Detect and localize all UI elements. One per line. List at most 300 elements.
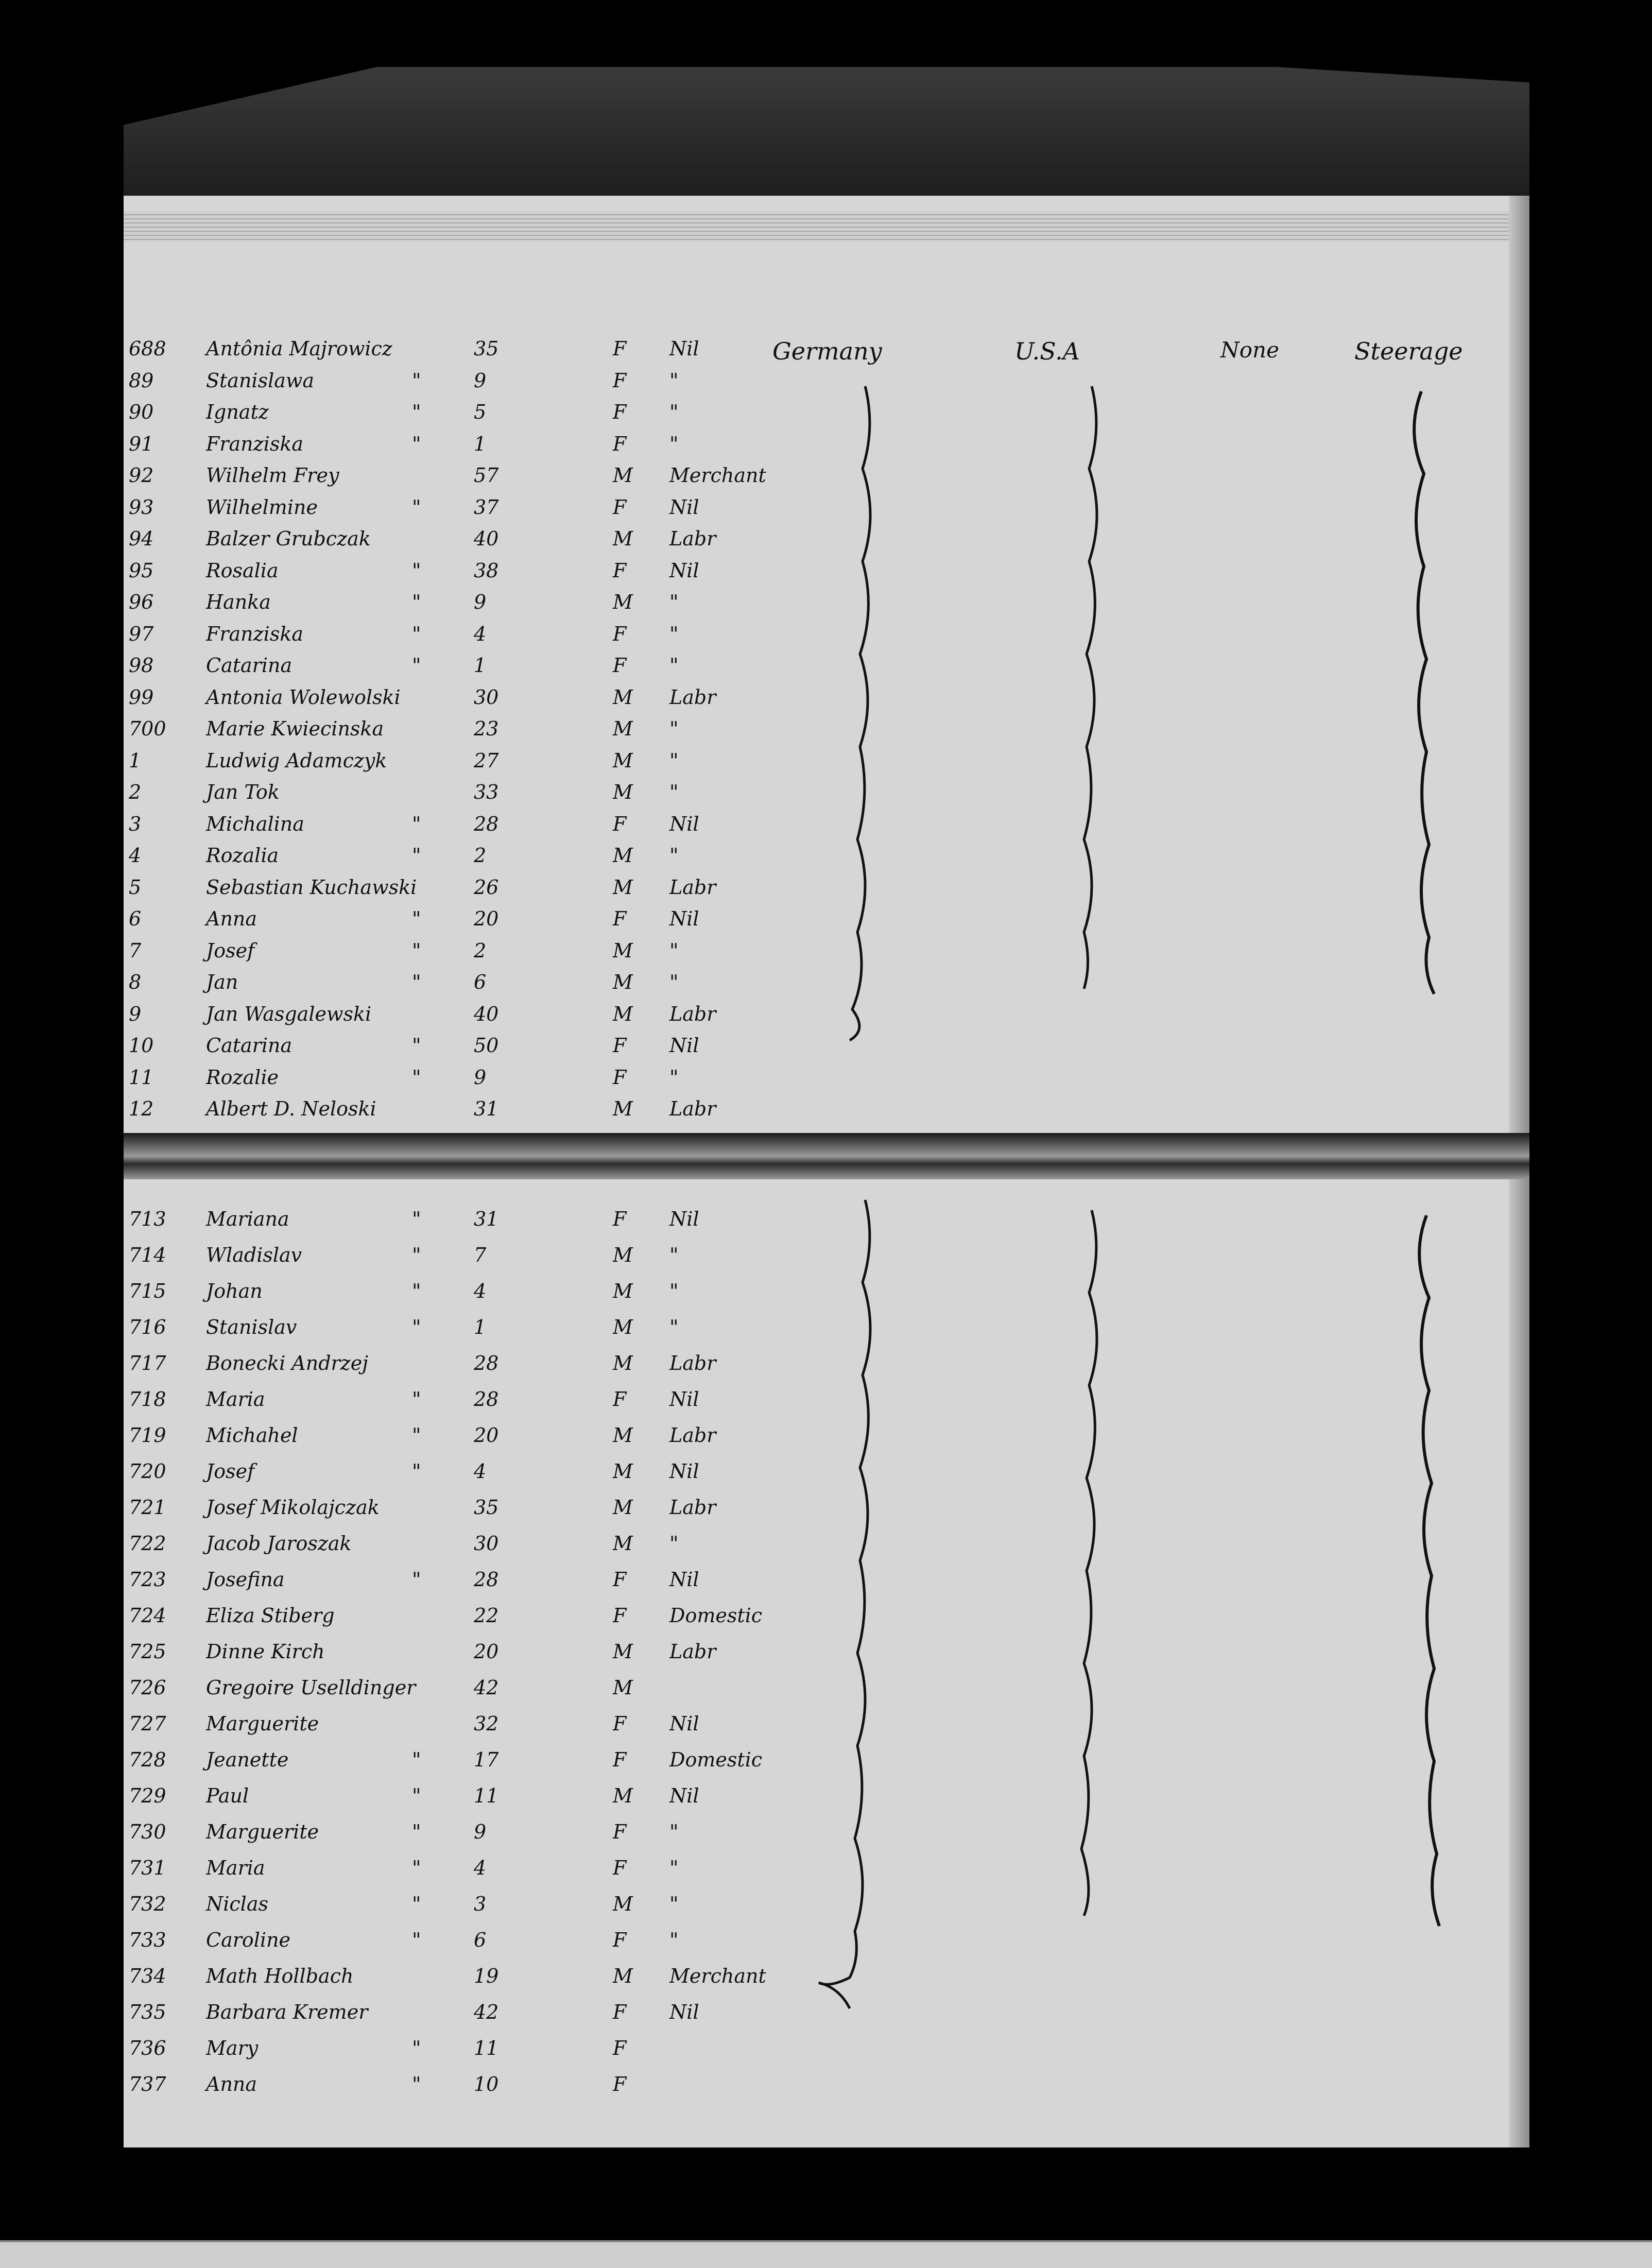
entry-number: 722	[129, 1532, 166, 1555]
manifest-row	[124, 1003, 1529, 1035]
entry-number: 700	[129, 717, 166, 740]
passenger-name: Catarina	[206, 654, 292, 677]
passenger-occupation: "	[669, 1244, 679, 1266]
manifest-row	[124, 2073, 1529, 2105]
entry-number: 718	[129, 1388, 166, 1411]
passenger-age: 20	[474, 907, 499, 930]
passenger-occupation: Labr	[669, 527, 716, 550]
passenger-age: 31	[474, 1208, 499, 1230]
manifest-row	[124, 1604, 1529, 1636]
entry-number: 730	[129, 1820, 166, 1843]
entry-number: 728	[129, 1748, 166, 1771]
passenger-age: 23	[474, 717, 499, 740]
entry-number: 1	[129, 749, 142, 772]
passenger-sex: F	[613, 2037, 627, 2059]
entry-number: 90	[129, 401, 154, 423]
manifest-row	[124, 781, 1529, 813]
passenger-occupation: Merchant	[669, 464, 766, 487]
entry-number: 720	[129, 1460, 166, 1483]
passenger-occupation: Labr	[669, 685, 716, 709]
passenger-age: 35	[474, 1496, 499, 1519]
passenger-sex: M	[613, 1280, 633, 1302]
manifest-row	[124, 1784, 1529, 1816]
manifest-row	[124, 654, 1529, 686]
passenger-age: 27	[474, 749, 499, 772]
entry-number: 11	[129, 1066, 154, 1089]
passenger-age: 4	[474, 1280, 487, 1302]
entry-number: 2	[129, 781, 142, 803]
passenger-sex: M	[613, 1893, 633, 1915]
entry-number: 6	[129, 907, 142, 930]
passenger-sex: M	[613, 591, 633, 613]
entry-number: 12	[129, 1097, 154, 1120]
passenger-name: Anna	[206, 2073, 257, 2095]
manifest-row	[124, 1034, 1529, 1066]
manifest-row	[124, 1244, 1529, 1276]
passenger-name: Mariana	[206, 1208, 289, 1230]
passenger-sex: M	[613, 1532, 633, 1555]
passenger-name: Marguerite	[206, 1712, 319, 1735]
passenger-sex: F	[613, 907, 627, 930]
passenger-sex: M	[613, 685, 633, 709]
entry-number: 735	[129, 2001, 166, 2023]
passenger-occupation: Merchant	[669, 1965, 766, 1987]
ditto-mark: "	[412, 369, 421, 392]
passenger-sex: M	[613, 749, 633, 772]
passenger-occupation: "	[669, 749, 679, 772]
passenger-occupation: Domestic	[669, 1604, 763, 1627]
ditto-mark: "	[412, 971, 421, 993]
ditto-mark: "	[412, 1280, 421, 1302]
passenger-name: Gregoire Uselldinger	[206, 1676, 416, 1699]
passenger-age: 2	[474, 844, 487, 867]
passenger-occupation: Labr	[669, 1002, 716, 1025]
passenger-name: Maria	[206, 1857, 265, 1879]
passenger-age: 4	[474, 622, 487, 645]
passenger-sex: M	[613, 1002, 633, 1025]
entry-number: 99	[129, 685, 154, 709]
passenger-name: Ignatz	[206, 401, 269, 423]
passenger-sex: M	[613, 1424, 633, 1447]
passenger-occupation: "	[669, 369, 679, 392]
passenger-name: Jacob Jaroszak	[206, 1532, 352, 1555]
entry-number: 94	[129, 527, 154, 550]
passenger-age: 38	[474, 559, 499, 582]
manifest-row	[124, 1352, 1529, 1384]
passenger-age: 7	[474, 1244, 487, 1266]
passenger-name: Josef	[206, 1460, 255, 1483]
manifest-row	[124, 1640, 1529, 1672]
passenger-sex: M	[613, 1097, 633, 1120]
passenger-sex: M	[613, 1676, 633, 1699]
passenger-sex: F	[613, 1568, 627, 1591]
entry-number: 723	[129, 1568, 166, 1591]
passenger-age: 22	[474, 1604, 499, 1627]
manifest-row	[124, 369, 1529, 401]
passenger-name: Bonecki Andrzej	[206, 1352, 369, 1374]
passenger-name: Marguerite	[206, 1820, 319, 1843]
passenger-sex: M	[613, 1640, 633, 1663]
manifest-row	[124, 844, 1529, 876]
passenger-age: 31	[474, 1097, 499, 1120]
entry-number: 713	[129, 1208, 166, 1230]
ditto-mark: "	[412, 812, 421, 835]
ditto-mark: "	[412, 1784, 421, 1807]
entry-number: 7	[129, 939, 142, 962]
passenger-name: Franziska	[206, 432, 304, 455]
ditto-mark: "	[412, 2037, 421, 2059]
passenger-sex: M	[613, 781, 633, 803]
passenger-occupation: "	[669, 622, 679, 645]
passenger-occupation: "	[669, 1893, 679, 1915]
passenger-occupation: Labr	[669, 1097, 716, 1120]
passenger-age: 11	[474, 2037, 499, 2059]
entry-number: 98	[129, 654, 154, 677]
manifest-page-lower	[124, 1179, 1529, 2147]
passenger-age: 57	[474, 464, 499, 487]
entry-number: 10	[129, 1034, 154, 1057]
ditto-mark: "	[412, 559, 421, 582]
passenger-occupation: "	[669, 654, 679, 677]
passenger-name: Maria	[206, 1388, 265, 1411]
passenger-sex: F	[613, 1712, 627, 1735]
passenger-name: Anna	[206, 907, 257, 930]
passenger-sex: F	[613, 559, 627, 582]
passenger-sex: F	[613, 812, 627, 835]
entry-number: 715	[129, 1280, 166, 1302]
passenger-occupation: "	[669, 717, 679, 740]
passenger-occupation: Nil	[669, 1712, 699, 1735]
ditto-mark: "	[412, 2073, 421, 2095]
ditto-mark: "	[412, 1893, 421, 1915]
viewer-bottom-bar	[0, 2240, 1652, 2268]
manifest-row	[124, 1712, 1529, 1744]
passenger-age: 28	[474, 1388, 499, 1411]
passenger-sex: M	[613, 464, 633, 487]
passenger-occupation: Nil	[669, 1034, 699, 1057]
passenger-occupation: Labr	[669, 875, 716, 899]
passenger-age: 6	[474, 971, 487, 993]
passenger-sex: F	[613, 1034, 627, 1057]
passenger-name: Caroline	[206, 1929, 291, 1951]
passage-class: Steerage	[1354, 337, 1463, 365]
passenger-sex: F	[613, 1820, 627, 1843]
passenger-sex: F	[613, 1208, 627, 1230]
passenger-name: Ludwig Adamczyk	[206, 749, 387, 772]
entry-number: 716	[129, 1316, 166, 1338]
passenger-name: Albert D. Neloski	[206, 1097, 376, 1120]
passenger-name: Rozalie	[206, 1066, 279, 1089]
manifest-row	[124, 717, 1529, 749]
passenger-occupation: Labr	[669, 1352, 716, 1374]
passenger-name: Rozalia	[206, 844, 279, 867]
manifest-row	[124, 1929, 1529, 1961]
passenger-age: 20	[474, 1640, 499, 1663]
manifest-row	[124, 591, 1529, 623]
passenger-sex: M	[613, 1352, 633, 1374]
passenger-occupation: Domestic	[669, 1748, 763, 1771]
manifest-row	[124, 401, 1529, 433]
passenger-name: Mary	[206, 2037, 259, 2059]
passenger-occupation: Nil	[669, 495, 699, 519]
entry-number: 91	[129, 432, 154, 455]
entry-number: 732	[129, 1893, 166, 1915]
passenger-name: Jeanette	[206, 1748, 289, 1771]
passenger-name: Marie Kwiecinska	[206, 717, 384, 740]
entry-number: 719	[129, 1424, 166, 1447]
passenger-occupation: "	[669, 939, 679, 962]
passenger-name: Josef Mikolajczak	[206, 1496, 380, 1519]
passenger-sex: M	[613, 939, 633, 962]
ditto-mark: "	[412, 495, 421, 519]
entry-number: 731	[129, 1857, 166, 1879]
passenger-occupation: Nil	[669, 1460, 699, 1483]
passenger-occupation: Nil	[669, 559, 699, 582]
passenger-age: 40	[474, 527, 499, 550]
ditto-mark: "	[412, 1568, 421, 1591]
entry-number: 93	[129, 495, 154, 519]
passenger-age: 50	[474, 1034, 499, 1057]
manifest-row	[124, 1280, 1529, 1312]
manifest-row	[124, 1066, 1529, 1098]
passenger-sex: F	[613, 1748, 627, 1771]
ditto-mark: "	[412, 1034, 421, 1057]
passenger-occupation: Nil	[669, 907, 699, 930]
ditto-mark: "	[412, 432, 421, 455]
passenger-name: Balzer Grubczak	[206, 527, 371, 550]
passenger-occupation: "	[669, 591, 679, 613]
entry-number: 737	[129, 2073, 166, 2095]
ditto-mark: "	[412, 1244, 421, 1266]
passenger-name: Michalina	[206, 812, 304, 835]
entry-number: 5	[129, 875, 142, 899]
passenger-age: 28	[474, 812, 499, 835]
passenger-name: Antônia Majrowicz	[206, 337, 392, 360]
ditto-mark: "	[412, 1857, 421, 1879]
passenger-occupation: Nil	[669, 1208, 699, 1230]
entry-number: 3	[129, 812, 142, 835]
passenger-sex: M	[613, 527, 633, 550]
passenger-sex: M	[613, 1965, 633, 1987]
manifest-row	[124, 939, 1529, 971]
manifest-row	[124, 464, 1529, 496]
passenger-age: 5	[474, 401, 487, 423]
manifest-row	[124, 876, 1529, 908]
ditto-mark: "	[412, 1316, 421, 1338]
passenger-occupation: "	[669, 1532, 679, 1555]
entry-number: 724	[129, 1604, 166, 1627]
passenger-occupation: "	[669, 1316, 679, 1338]
manifest-row	[124, 1676, 1529, 1708]
passenger-occupation: "	[669, 401, 679, 423]
manifest-row	[124, 1748, 1529, 1780]
passenger-age: 4	[474, 1460, 487, 1483]
manifest-page-upper	[124, 196, 1529, 1143]
passenger-name: Jan Wasgalewski	[206, 1002, 372, 1025]
passenger-age: 42	[474, 2001, 499, 2023]
manifest-row	[124, 749, 1529, 781]
passenger-sex: F	[613, 369, 627, 392]
passenger-age: 1	[474, 654, 487, 677]
passenger-sex: F	[613, 622, 627, 645]
ditto-mark: "	[412, 1424, 421, 1447]
manifest-row	[124, 337, 1529, 369]
passenger-sex: M	[613, 844, 633, 867]
manifest-row	[124, 433, 1529, 465]
entry-number: 8	[129, 971, 142, 993]
passenger-age: 28	[474, 1352, 499, 1374]
passenger-name: Stanislav	[206, 1316, 297, 1338]
manifest-row	[124, 1857, 1529, 1888]
passenger-age: 40	[474, 1002, 499, 1025]
passenger-name: Franziska	[206, 622, 304, 645]
passenger-sex: M	[613, 1460, 633, 1483]
passenger-sex: F	[613, 1066, 627, 1089]
passenger-name: Dinne Kirch	[206, 1640, 325, 1663]
passenger-sex: M	[613, 717, 633, 740]
ditto-mark: "	[412, 1388, 421, 1411]
passenger-sex: F	[613, 1388, 627, 1411]
passenger-sex: F	[613, 495, 627, 519]
passenger-age: 33	[474, 781, 499, 803]
passenger-sex: F	[613, 1929, 627, 1951]
passenger-sex: M	[613, 1496, 633, 1519]
passenger-name: Johan	[206, 1280, 263, 1302]
entry-number: 4	[129, 844, 142, 867]
passenger-age: 37	[474, 495, 499, 519]
destination: U.S.A	[1014, 337, 1080, 365]
entry-number: 717	[129, 1352, 166, 1374]
passenger-occupation: Labr	[669, 1640, 716, 1663]
entry-number: 725	[129, 1640, 166, 1663]
passenger-name: Wladislav	[206, 1244, 302, 1266]
passenger-sex: M	[613, 971, 633, 993]
entry-number: 95	[129, 559, 154, 582]
passenger-name: Wilhelm Frey	[206, 464, 339, 487]
entry-number: 726	[129, 1676, 166, 1699]
passenger-occupation: "	[669, 1857, 679, 1879]
passenger-name: Antonia Wolewolski	[206, 685, 401, 709]
passenger-occupation: Nil	[669, 2001, 699, 2023]
passenger-occupation: Nil	[669, 337, 699, 360]
passenger-occupation: "	[669, 1066, 679, 1089]
passenger-age: 9	[474, 1820, 487, 1843]
passenger-age: 4	[474, 1857, 487, 1879]
passenger-name: Niclas	[206, 1893, 268, 1915]
passenger-sex: F	[613, 2073, 627, 2095]
passenger-occupation: Nil	[669, 1784, 699, 1807]
manifest-row	[124, 1532, 1529, 1564]
manifest-row	[124, 1460, 1529, 1492]
ditto-mark: "	[412, 939, 421, 962]
passenger-name: Paul	[206, 1784, 249, 1807]
passenger-occupation: "	[669, 1929, 679, 1951]
passenger-age: 26	[474, 875, 499, 899]
manifest-row	[124, 1424, 1529, 1456]
entry-number: 89	[129, 369, 154, 392]
manifest-row	[124, 907, 1529, 939]
passenger-sex: F	[613, 337, 627, 360]
passenger-name: Josef	[206, 939, 255, 962]
passenger-age: 9	[474, 591, 487, 613]
entry-number: 714	[129, 1244, 166, 1266]
ditto-mark: "	[412, 1460, 421, 1483]
passenger-occupation: "	[669, 844, 679, 867]
entry-number: 727	[129, 1712, 166, 1735]
entry-number: 9	[129, 1002, 142, 1025]
page-fold	[124, 1133, 1529, 1184]
passenger-occupation: Nil	[669, 812, 699, 835]
country-of-origin: Germany	[772, 337, 882, 365]
passenger-age: 19	[474, 1965, 499, 1987]
ditto-mark: "	[412, 401, 421, 423]
passenger-age: 1	[474, 1316, 487, 1338]
manifest-row	[124, 686, 1529, 718]
manifest-row	[124, 496, 1529, 528]
passenger-age: 6	[474, 1929, 487, 1951]
passenger-occupation: "	[669, 1280, 679, 1302]
passenger-name: Stanislawa	[206, 369, 315, 392]
entry-number: 688	[129, 337, 166, 360]
passenger-age: 9	[474, 1066, 487, 1089]
passenger-occupation: "	[669, 1820, 679, 1843]
passenger-age: 1	[474, 432, 487, 455]
passenger-occupation: "	[669, 432, 679, 455]
passenger-name: Hanka	[206, 591, 271, 613]
scan-frame-top	[124, 67, 1529, 196]
passenger-name: Jan	[206, 971, 238, 993]
passenger-age: 9	[474, 369, 487, 392]
passenger-sex: M	[613, 875, 633, 899]
passenger-name: Barbara Kremer	[206, 2001, 368, 2023]
entry-number: 734	[129, 1965, 166, 1987]
manifest-row	[124, 1820, 1529, 1852]
passenger-occupation: Labr	[669, 1496, 716, 1519]
manifest-row	[124, 559, 1529, 591]
entry-number: 736	[129, 2037, 166, 2059]
passenger-age: 28	[474, 1568, 499, 1591]
entry-number: 733	[129, 1929, 166, 1951]
ditto-mark: "	[412, 1820, 421, 1843]
passenger-sex: M	[613, 1316, 633, 1338]
passenger-name: Eliza Stiberg	[206, 1604, 335, 1627]
passenger-sex: F	[613, 2001, 627, 2023]
manifest-row	[124, 813, 1529, 845]
passenger-name: Catarina	[206, 1034, 292, 1057]
manifest-row	[124, 1208, 1529, 1240]
passenger-age: 42	[474, 1676, 499, 1699]
passenger-sex: F	[613, 654, 627, 677]
manifest-row	[124, 1097, 1529, 1129]
entry-number: 96	[129, 591, 154, 613]
passenger-occupation: "	[669, 971, 679, 993]
passenger-name: Michahel	[206, 1424, 298, 1447]
ditto-mark: "	[412, 622, 421, 645]
passenger-sex: F	[613, 1604, 627, 1627]
passenger-sex: F	[613, 1857, 627, 1879]
manifest-row	[124, 1893, 1529, 1925]
passenger-age: 11	[474, 1784, 499, 1807]
passenger-name: Jan Tok	[206, 781, 280, 803]
passenger-age: 3	[474, 1893, 487, 1915]
entry-number: 729	[129, 1784, 166, 1807]
entry-number: 92	[129, 464, 154, 487]
passenger-age: 17	[474, 1748, 499, 1771]
manifest-row	[124, 1568, 1529, 1600]
passenger-sex: M	[613, 1784, 633, 1807]
manifest-row	[124, 2037, 1529, 2069]
passenger-name: Math Hollbach	[206, 1965, 354, 1987]
